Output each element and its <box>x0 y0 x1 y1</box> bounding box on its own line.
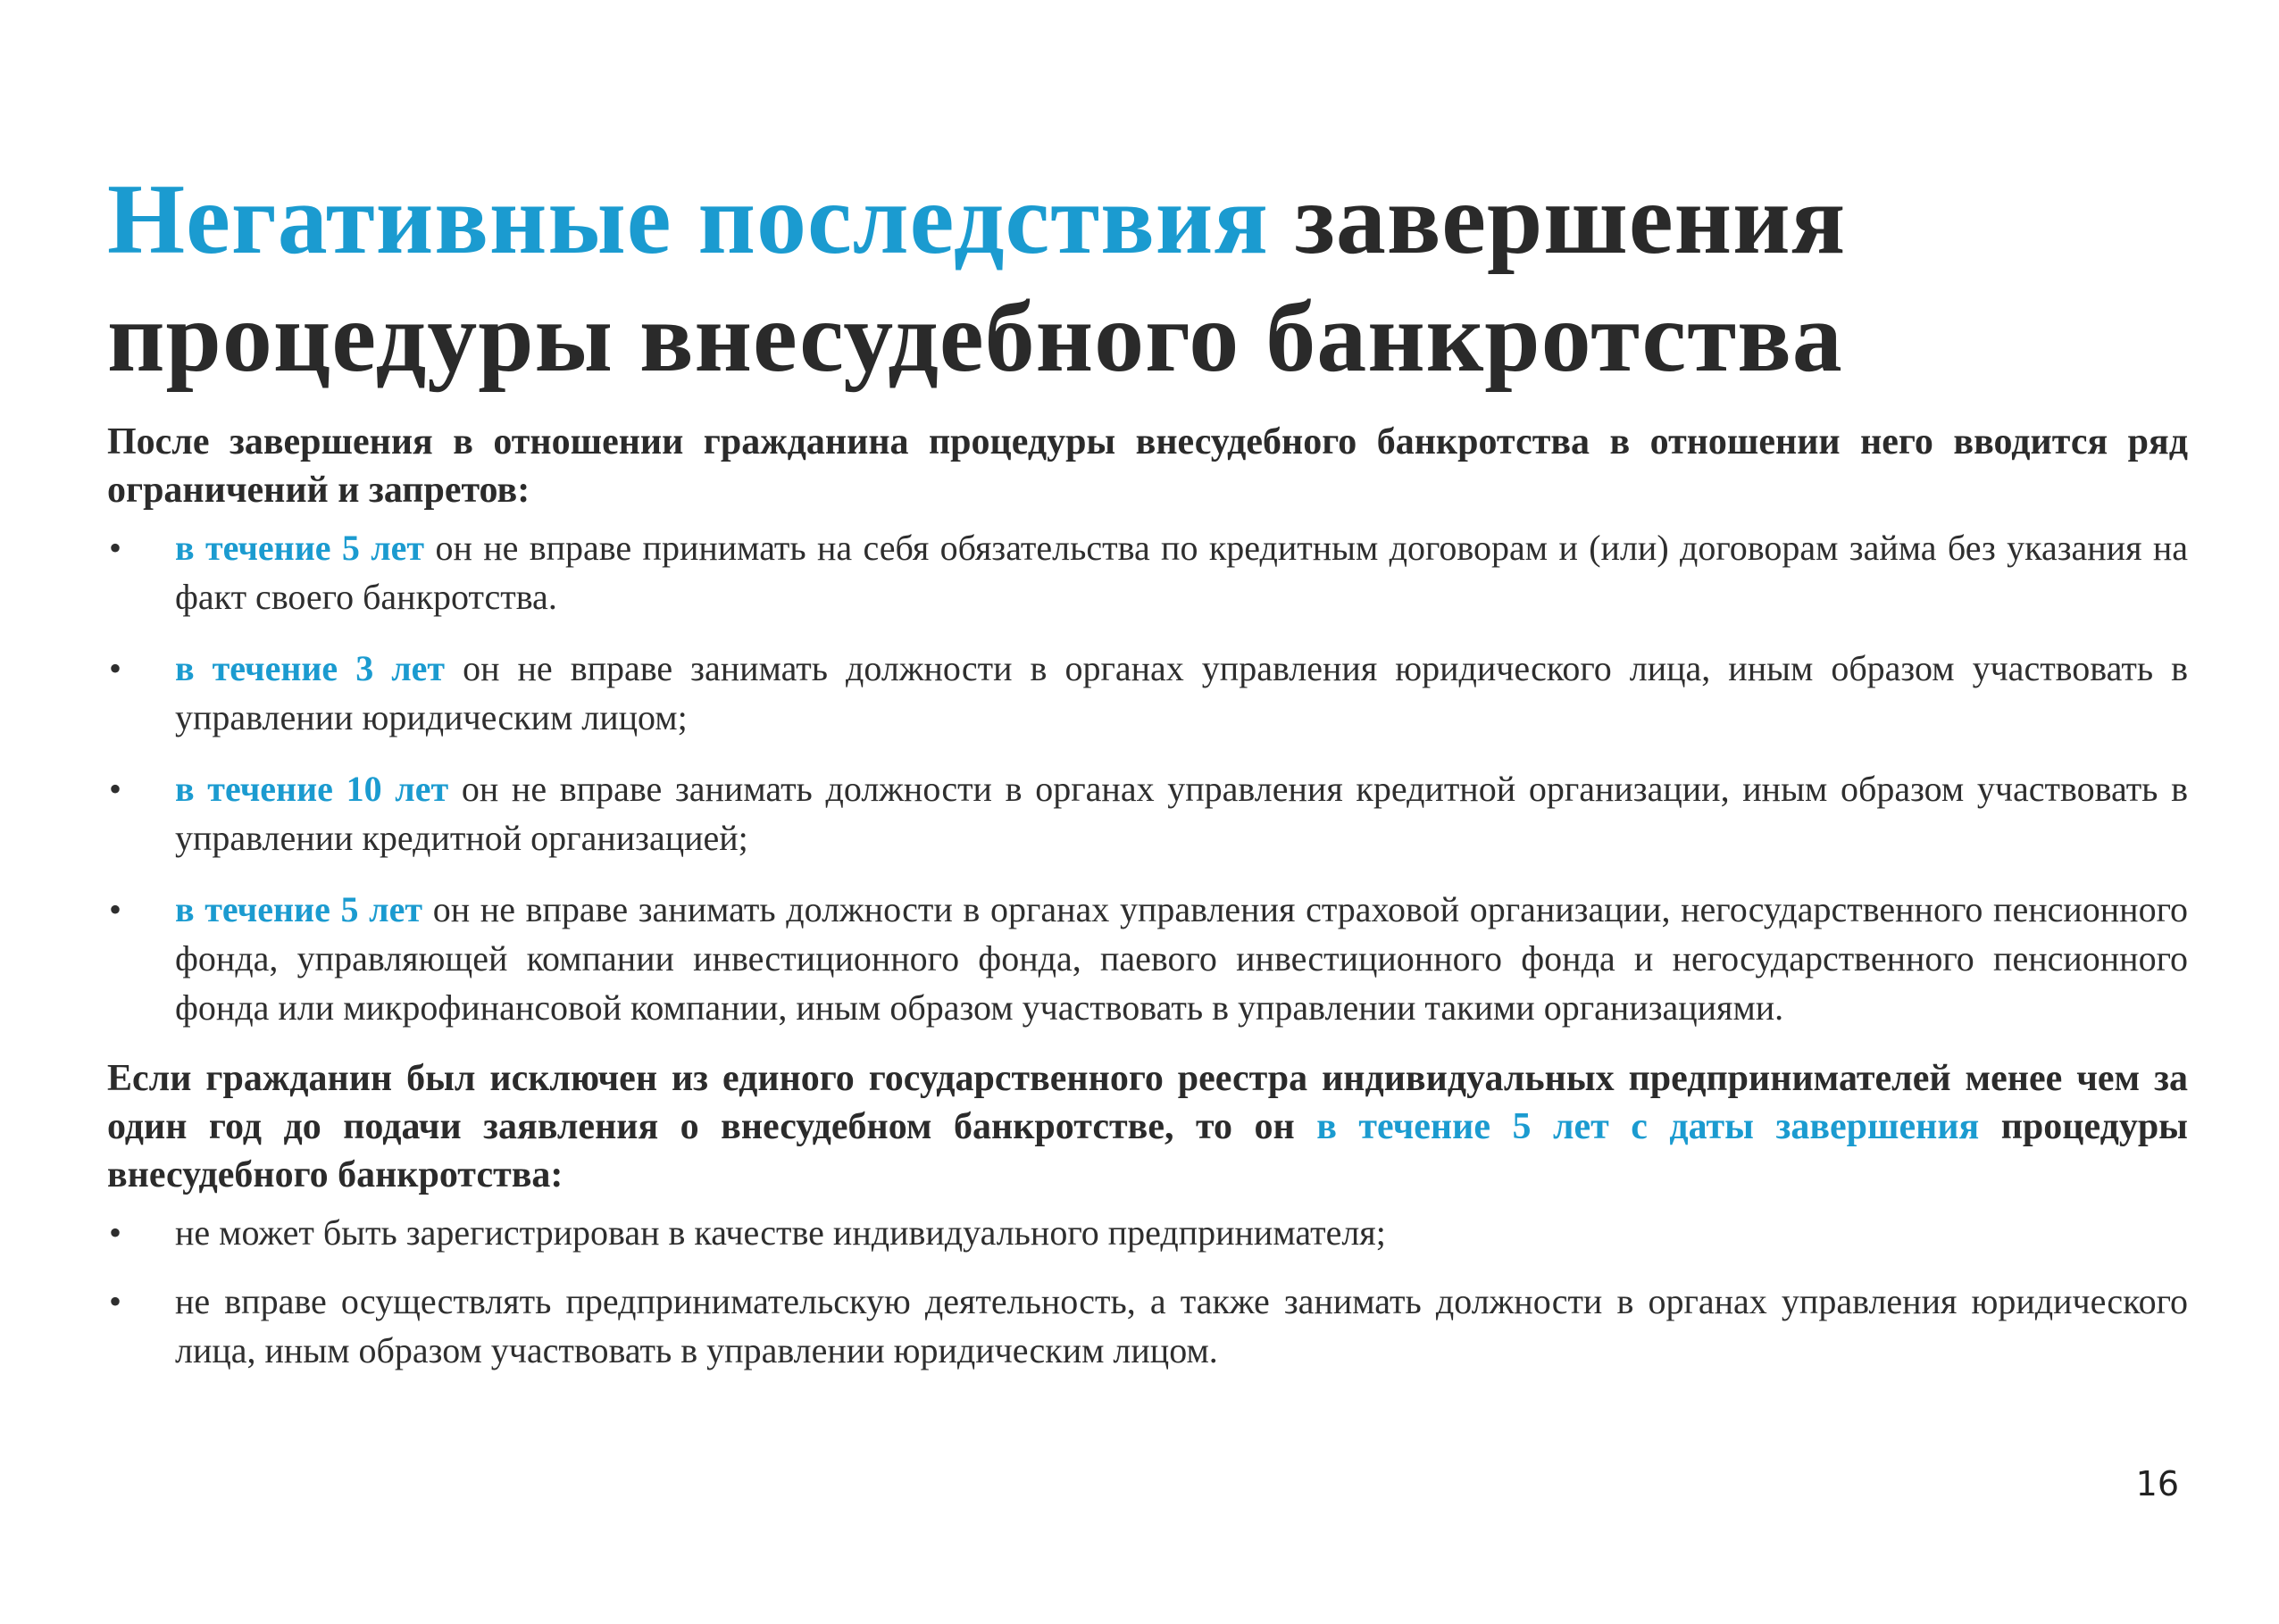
bullet-icon: • <box>109 1212 122 1253</box>
list-item <box>107 764 2188 862</box>
bullet-icon: • <box>109 1281 122 1321</box>
term-highlight: в течение 5 лет <box>175 528 425 568</box>
list-item <box>107 523 2188 621</box>
entrepreneur-restrictions-list <box>107 1208 2188 1375</box>
list-item <box>107 644 2188 742</box>
item-text: не может быть зарегистрирован в качестве индивидуального предпринимателя; <box>175 1212 1386 1253</box>
page-title <box>107 161 2188 396</box>
item-text: он не вправе занимать должности в органах управления страховой организации, негосударственного пенсионного фонда, управляющей компании инвестиционного фонда, паевого инвестиционного фонда и негосударственного пенсионного фонда или микрофинансовой компании, иным образом участвовать в управлении такими организациями. <box>175 889 2188 1028</box>
entrepreneur-intro-highlight: в течение 5 лет с даты завершения <box>1316 1106 1980 1147</box>
entrepreneur-intro-after: процедуры внесудебного банкротства: <box>107 1106 2188 1195</box>
list-item <box>107 1208 2188 1257</box>
page-number: 16 <box>2135 1464 2179 1503</box>
bullet-icon: • <box>109 889 122 929</box>
list-item <box>107 1277 2188 1375</box>
entrepreneur-intro-before: Если гражданин был исключен из единого государственного реестра индивидуальных предпринимателей менее чем за один год до подачи заявления о внесудебном банкротстве, то он <box>107 1058 2188 1147</box>
title-rest: завершения <box>1268 164 1847 275</box>
item-text: он не вправе принимать на себя обязательства по кредитным договорам и (или) договорам займа без указания на факт своего банкротства. <box>175 528 2189 617</box>
restrictions-list <box>107 523 2188 1032</box>
term-highlight: в течение 10 лет <box>175 769 449 809</box>
list-item <box>107 885 2188 1032</box>
term-highlight: в течение 5 лет <box>175 889 423 929</box>
bullet-icon: • <box>109 528 122 568</box>
bullet-icon: • <box>109 769 122 809</box>
bullet-icon: • <box>109 648 122 688</box>
document-page <box>107 161 2188 1395</box>
title-accent: Негативные последствия <box>107 164 1269 275</box>
item-text: не вправе осуществлять предпринимательскую деятельность, а также занимать должности в органах управления юридического лица, иным образом участвовать в управлении юридическим лицом. <box>175 1281 2188 1370</box>
term-highlight: в течение 3 лет <box>175 648 446 688</box>
title-line2: процедуры внесудебного банкротства <box>107 282 1843 393</box>
item-text: он не вправе занимать должности в органах управления юридического лица, иным образом участвовать в управлении юридическим лицом; <box>175 648 2188 737</box>
restrictions-intro: После завершения в отношении гражданина процедуры внесудебного банкротства в отношении него вводится ряд ограничений и запретов: <box>107 421 2188 511</box>
item-text: он не вправе занимать должности в органах управления кредитной организации, иным образом участвовать в управлении кредитной организацией; <box>175 769 2189 858</box>
entrepreneur-intro <box>107 1054 2188 1199</box>
